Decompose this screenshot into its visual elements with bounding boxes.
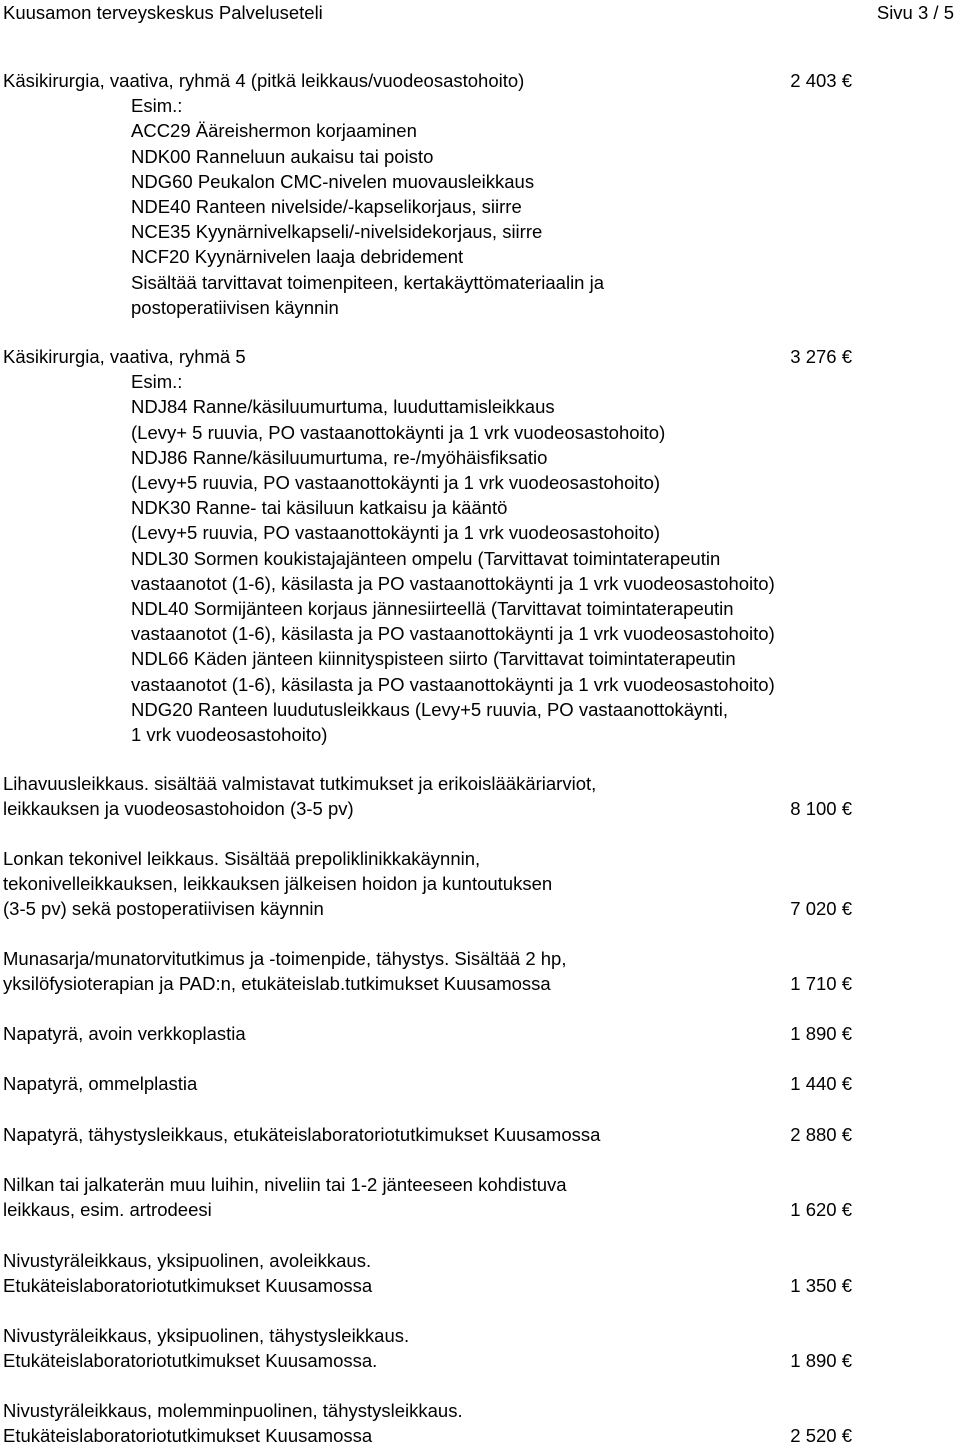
- item-description-line: Napatyrä, tähystysleikkaus, etukäteislaboratoriotutkimukset Kuusamossa: [3, 1124, 601, 1145]
- item-description-line: Etukäteislaboratoriotutkimukset Kuusamossa: [3, 1275, 373, 1297]
- item-description-line: Napatyrä, ommelplastia: [3, 1073, 198, 1094]
- item-description-line: leikkaus, esim. artrodeesi: [3, 1199, 212, 1221]
- item-detail-line: NDJ84 Ranne/käsiluumurtuma, luuduttamisleikkaus: [131, 396, 555, 418]
- item-detail-line: Sisältää tarvittavat toimenpiteen, kertakäyttömateriaalin ja: [131, 271, 605, 293]
- item-description-line: Munasarja/munatorvitutkimus ja -toimenpide, tähystys. Sisältää 2 hp,: [3, 948, 567, 969]
- item-description-line: Käsikirurgia, vaativa, ryhmä 4 (pitkä leikkaus/vuodeosastohoito): [3, 70, 525, 91]
- item-detail-line: NDG20 Ranteen luudutusleikkaus (Levy+5 ruuvia, PO vastaanottokäynti,: [131, 698, 728, 720]
- item-description-line: Nilkan tai jalkaterän muu luihin, niveliin tai 1-2 jänteeseen kohdistuva: [3, 1174, 567, 1195]
- item-price: 8 100 €: [790, 798, 852, 820]
- item-description-line: tekonivelleikkauksen, leikkauksen jälkeisen hoidon ja kuntoutuksen: [3, 873, 553, 895]
- item-detail-line: NDK30 Ranne- tai käsiluun katkaisu ja kääntö: [131, 497, 508, 519]
- item-price: 1 350 €: [790, 1275, 852, 1297]
- item-detail-line: NCE35 Kyynärnivelkapseli/-nivelsidekorjaus, siirre: [131, 221, 543, 243]
- item-description-line: (3-5 pv) sekä postoperatiivisen käynnin: [3, 898, 324, 920]
- item-description-line: Lihavuusleikkaus. sisältää valmistavat tutkimukset ja erikoislääkäriarviot,: [3, 773, 597, 794]
- item-description-line: yksilöfysioterapian ja PAD:n, etukäteislab.tutkimukset Kuusamossa: [3, 973, 551, 995]
- item-detail-line: (Levy+5 ruuvia, PO vastaanottokäynti ja 1 vrk vuodeosastohoito): [131, 522, 661, 544]
- item-detail-line: (Levy+ 5 ruuvia, PO vastaanottokäynti ja 1 vrk vuodeosastohoito): [131, 421, 666, 443]
- item-price: 1 890 €: [790, 1350, 852, 1372]
- page-number: Sivu 3 / 5: [876, 2, 954, 23]
- item-detail-line: ACC29 Ääreishermon korjaaminen: [131, 120, 417, 142]
- item-detail-line: NDE40 Ranteen nivelside/-kapselikorjaus, siirre: [131, 196, 522, 217]
- item-description-line: Lonkan tekonivel leikkaus. Sisältää prepoliklinikkakäynnin,: [3, 848, 481, 869]
- document-title: Kuusamon terveyskeskus Palveluseteli: [3, 2, 323, 23]
- item-detail-line: NDL66 Käden jänteen kiinnityspisteen siirto (Tarvittavat toimintaterapeutin: [131, 648, 736, 670]
- item-price: 7 020 €: [790, 898, 852, 920]
- item-price: 1 710 €: [790, 973, 852, 995]
- item-detail-line: NDL40 Sormijänteen korjaus jännesiirteellä (Tarvittavat toimintaterapeutin: [131, 598, 734, 619]
- item-description-line: Käsikirurgia, vaativa, ryhmä 5: [3, 346, 246, 367]
- item-description-line: Napatyrä, avoin verkkoplastia: [3, 1023, 246, 1044]
- item-price: 1 890 €: [790, 1023, 852, 1044]
- item-description-line: Nivustyräleikkaus, yksipuolinen, avoleikkaus.: [3, 1250, 372, 1271]
- item-detail-line: Esim.:: [131, 371, 183, 393]
- item-detail-line: vastaanotot (1-6), käsilasta ja PO vastaanottokäynti ja 1 vrk vuodeosastohoito): [131, 623, 775, 645]
- item-detail-line: NCF20 Kyynärnivelen laaja debridement: [131, 246, 464, 268]
- item-description-line: Etukäteislaboratoriotutkimukset Kuusamossa.: [3, 1350, 378, 1372]
- item-description-line: Nivustyräleikkaus, molemminpuolinen, tähystysleikkaus.: [3, 1400, 463, 1421]
- item-detail-line: NDJ86 Ranne/käsiluumurtuma, re-/myöhäisfiksatio: [131, 446, 548, 468]
- item-detail-line: (Levy+5 ruuvia, PO vastaanottokäynti ja 1 vrk vuodeosastohoito): [131, 472, 661, 493]
- item-detail-line: 1 vrk vuodeosastohoito): [131, 724, 328, 745]
- item-detail-line: vastaanotot (1-6), käsilasta ja PO vastaanottokäynti ja 1 vrk vuodeosastohoito): [131, 572, 775, 594]
- item-price: 2 880 €: [790, 1124, 852, 1145]
- item-description-line: leikkauksen ja vuodeosastohoidon (3-5 pv): [3, 798, 354, 820]
- item-detail-line: vastaanotot (1-6), käsilasta ja PO vastaanottokäynti ja 1 vrk vuodeosastohoito): [131, 673, 775, 695]
- item-detail-line: NDL30 Sormen koukistajajänteen ompelu (Tarvittavat toimintaterapeutin: [131, 547, 721, 569]
- item-price: 2 403 €: [790, 70, 852, 91]
- item-price: 2 520 €: [790, 1425, 852, 1447]
- item-description-line: Nivustyräleikkaus, yksipuolinen, tähystysleikkaus.: [3, 1325, 410, 1346]
- item-detail-line: postoperatiivisen käynnin: [131, 296, 339, 318]
- item-detail-line: NDK00 Ranneluun aukaisu tai poisto: [131, 145, 434, 167]
- item-description-line: Etukäteislaboratoriotutkimukset Kuusamossa: [3, 1425, 373, 1447]
- item-price: 1 440 €: [790, 1073, 852, 1094]
- item-price: 1 620 €: [790, 1199, 852, 1221]
- item-detail-line: Esim.:: [131, 95, 183, 117]
- item-detail-line: NDG60 Peukalon CMC-nivelen muovausleikkaus: [131, 170, 535, 192]
- item-price: 3 276 €: [790, 346, 852, 367]
